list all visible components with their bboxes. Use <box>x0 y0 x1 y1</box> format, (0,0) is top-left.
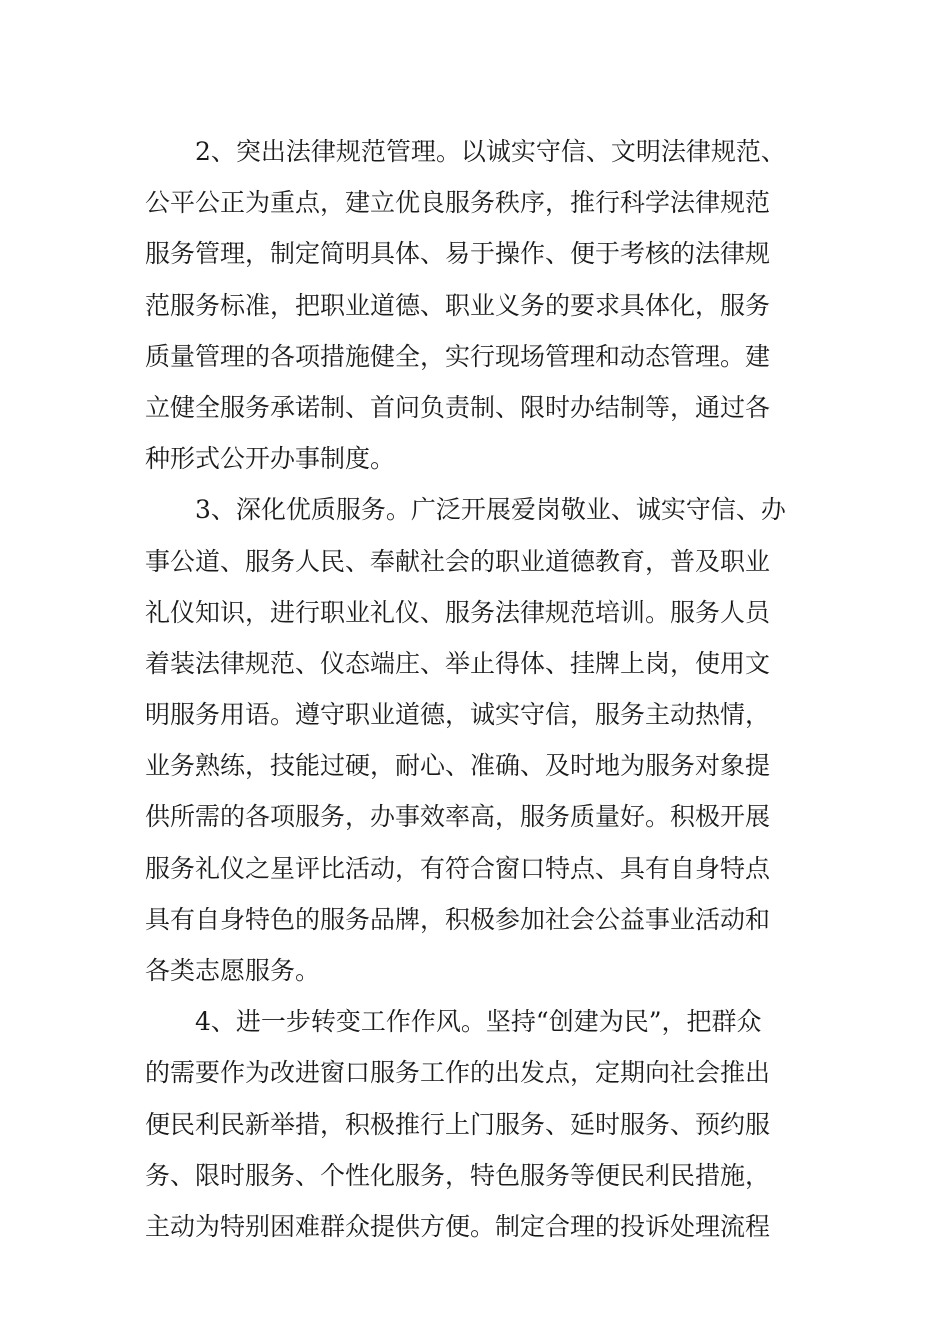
text-line: 各类志愿服务。 <box>145 956 321 985</box>
text-line: 种形式公开办事制度。 <box>145 444 396 474</box>
text-line: 服务管理，制定简明具体、易于操作、便于考核的法律规 <box>145 239 771 269</box>
text-line: 范服务标准，把职业道德、职业义务的要求具体化，服务 <box>145 290 771 320</box>
text-line: 质量管理的各项措施健全，实行现场管理和动态管理。建 <box>145 341 771 371</box>
text-line: 立健全服务承诺制、首问负责制、限时办结制等，通过各 <box>145 392 771 422</box>
text-line: 便民利民新举措，积极推行上门服务、延时服务、预约服 <box>145 1109 771 1139</box>
text-line: 具有自身特色的服务品牌，积极参加社会公益事业活动和 <box>145 904 771 934</box>
text-line: 着装法律规范、仪态端庄、举止得体、挂牌上岗，使用文 <box>145 648 771 678</box>
text-line: 的需要作为改进窗口服务工作的出发点，定期向社会推出 <box>145 1058 771 1088</box>
text-line: 服务礼仪之星评比活动，有符合窗口特点、具有自身特点 <box>145 853 771 883</box>
text-line: 4、进一步转变工作作风。坚持“创建为民”，把群众 <box>145 1007 762 1037</box>
text-line: 供所需的各项服务，办事效率高，服务质量好。积极开展 <box>145 802 771 832</box>
document-body <box>145 126 810 1252</box>
text-line: 2、突出法律规范管理。以诚实守信、文明法律规范、 <box>145 137 786 166</box>
text-line: 明服务用语。遵守职业道德，诚实守信，服务主动热情， <box>145 700 771 730</box>
text-line: 业务熟练，技能过硬，耐心、准确、及时地为服务对象提 <box>145 751 771 781</box>
text-line: 主动为特别困难群众提供方便。制定合理的投诉处理流程 <box>145 1211 771 1241</box>
text-line: 务、限时服务、个性化服务，特色服务等便民利民措施， <box>145 1160 771 1190</box>
text-line: 公平公正为重点，建立优良服务秩序，推行科学法律规范 <box>145 188 771 218</box>
text-line: 事公道、服务人民、奉献社会的职业道德教育，普及职业 <box>145 546 771 576</box>
text-line: 礼仪知识，进行职业礼仪、服务法律规范培训。服务人员 <box>145 597 771 627</box>
text-line: 3、深化优质服务。广泛开展爱岗敬业、诚实守信、办 <box>145 495 786 525</box>
